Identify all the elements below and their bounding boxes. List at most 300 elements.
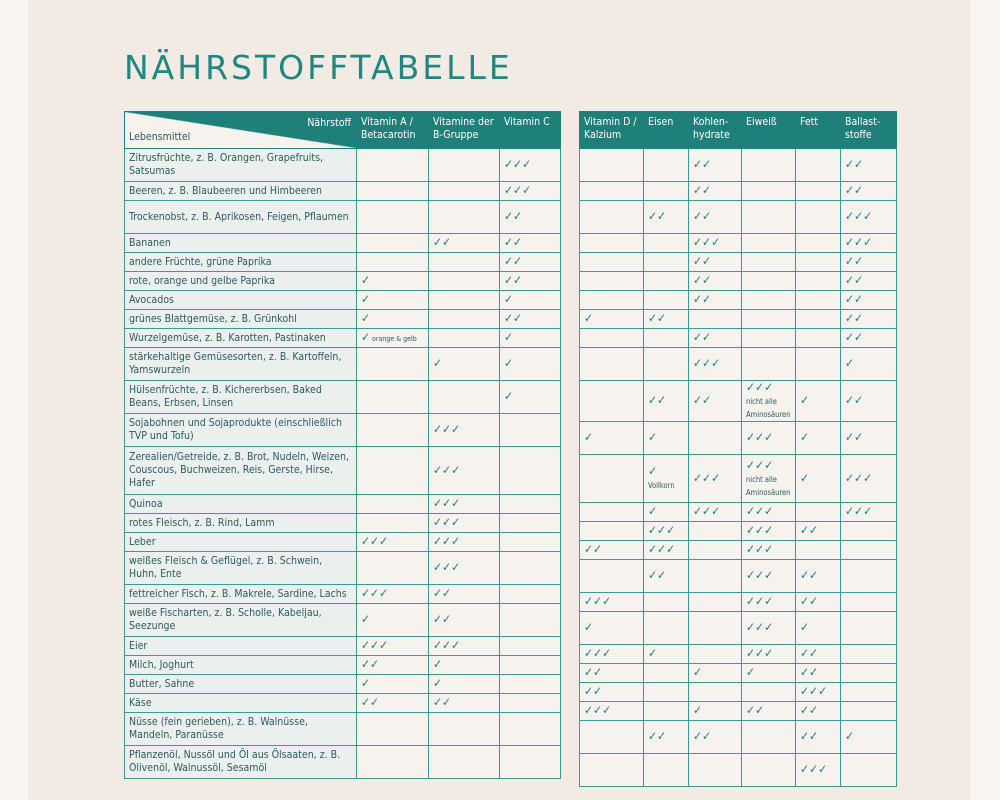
value-cell <box>357 329 429 348</box>
check-marks: ✓✓ <box>433 586 452 600</box>
check-marks: ✓✓ <box>648 568 667 582</box>
table-row <box>125 149 561 182</box>
value-cell <box>500 533 561 552</box>
check-marks: ✓✓✓ <box>746 620 774 634</box>
value-cell <box>357 348 429 381</box>
value-cell <box>357 381 429 414</box>
table-row <box>580 593 897 612</box>
check-marks: ✓ <box>433 676 443 690</box>
value-cell <box>500 585 561 604</box>
value-cell <box>742 234 796 253</box>
check-marks: ✓✓ <box>800 594 819 608</box>
check-marks: ✓✓ <box>584 665 603 679</box>
check-marks: ✓ <box>693 665 703 679</box>
check-marks: ✓✓✓ <box>746 457 774 472</box>
check-marks: ✓✓ <box>746 703 765 717</box>
value-cell <box>429 201 500 234</box>
value-cell <box>429 675 500 694</box>
table-row <box>125 694 561 713</box>
value-cell <box>796 234 841 253</box>
check-marks: ✓✓✓ <box>433 515 461 529</box>
nutrient-table-left <box>124 111 561 779</box>
value-cell <box>644 721 689 754</box>
check-marks: ✓✓ <box>361 695 380 709</box>
food-name: fettreicher Fisch, z. B. Makrele, Sardine, Lachs <box>125 585 357 604</box>
table-row <box>580 182 897 201</box>
value-cell <box>689 664 742 683</box>
food-name: Eier <box>125 637 357 656</box>
check-marks: ✓✓✓ <box>693 504 721 518</box>
check-marks: ✓ <box>845 729 855 743</box>
value-cell <box>841 455 897 503</box>
table-row <box>125 253 561 272</box>
value-cell <box>580 201 644 234</box>
value-cell <box>357 694 429 713</box>
table-row <box>580 422 897 455</box>
check-marks: ✓✓✓ <box>800 762 828 776</box>
check-marks: ✓✓✓ <box>845 504 873 518</box>
check-marks: ✓ <box>504 330 514 344</box>
food-name: Zitrusfrüchte, z. B. Orangen, Grapefruits, Satsumas <box>125 149 357 182</box>
check-marks: ✓✓ <box>693 183 712 197</box>
check-marks: ✓✓ <box>584 684 603 698</box>
value-cell <box>357 514 429 533</box>
table-row <box>125 533 561 552</box>
value-cell <box>644 683 689 702</box>
food-name: stärkehaltige Gemüsesorten, z. B. Kartoffeln, Yamswurzeln <box>125 348 357 381</box>
value-cell <box>796 348 841 381</box>
check-marks: ✓✓✓ <box>504 183 532 197</box>
check-marks: ✓ <box>504 356 514 370</box>
value-cell <box>796 201 841 234</box>
table-row <box>580 664 897 683</box>
table-row <box>125 201 561 234</box>
check-marks: ✓✓✓ <box>693 470 721 485</box>
check-marks: ✓✓ <box>845 183 864 197</box>
value-cell <box>580 503 644 522</box>
value-cell <box>644 455 689 503</box>
value-cell <box>580 593 644 612</box>
value-cell <box>429 514 500 533</box>
table-row <box>125 495 561 514</box>
table-row <box>125 414 561 447</box>
value-cell <box>644 503 689 522</box>
food-name: Leber <box>125 533 357 552</box>
check-marks: ✓✓ <box>433 695 452 709</box>
value-cell <box>796 541 841 560</box>
check-marks: ✓ <box>584 430 594 444</box>
value-cell <box>841 291 897 310</box>
check-marks: ✓ <box>361 273 371 287</box>
value-cell <box>689 149 742 182</box>
table-row <box>580 721 897 754</box>
value-cell <box>742 664 796 683</box>
value-cell <box>429 552 500 585</box>
value-cell <box>500 329 561 348</box>
table-row <box>580 234 897 253</box>
check-marks: ✓✓✓ <box>584 703 612 717</box>
check-marks: ✓✓✓ <box>504 157 532 171</box>
value-cell <box>500 182 561 201</box>
value-cell <box>841 253 897 272</box>
check-marks: ✓ <box>800 430 810 444</box>
value-cell <box>580 754 644 787</box>
food-name: Käse <box>125 694 357 713</box>
check-marks: ✓✓✓ <box>433 534 461 548</box>
check-marks: ✓✓ <box>648 729 667 743</box>
value-cell <box>429 149 500 182</box>
value-cell <box>796 272 841 291</box>
check-marks: ✓✓ <box>433 235 452 249</box>
value-cell <box>742 291 796 310</box>
value-cell <box>689 348 742 381</box>
food-name: Wurzelgemüse, z. B. Karotten, Pastinaken <box>125 329 357 348</box>
value-cell <box>357 149 429 182</box>
value-cell <box>357 414 429 447</box>
check-marks: ✓ <box>361 612 371 626</box>
value-cell <box>796 503 841 522</box>
check-marks: ✓✓ <box>584 542 603 556</box>
value-cell <box>841 149 897 182</box>
check-marks: ✓✓ <box>845 254 864 268</box>
value-cell <box>500 495 561 514</box>
value-cell <box>689 612 742 645</box>
value-cell <box>841 503 897 522</box>
food-name: Quinoa <box>125 495 357 514</box>
check-marks: ✓ <box>361 292 371 306</box>
value-cell <box>644 422 689 455</box>
check-marks: ✓✓✓ <box>746 542 774 556</box>
value-cell <box>580 182 644 201</box>
value-cell <box>841 612 897 645</box>
check-marks: ✓✓✓ <box>361 586 389 600</box>
food-name: Pflanzenöl, Nussöl und Öl aus Ölsaaten, z. B. Olivenöl, Walnussöl, Sesamöl <box>125 746 357 779</box>
check-marks: ✓✓ <box>693 209 712 223</box>
table-row <box>125 182 561 201</box>
value-cell <box>644 664 689 683</box>
food-name: rotes Fleisch, z. B. Rind, Lamm <box>125 514 357 533</box>
value-cell <box>742 754 796 787</box>
value-cell <box>689 182 742 201</box>
value-cell <box>742 455 796 503</box>
value-cell <box>500 310 561 329</box>
value-cell <box>841 234 897 253</box>
value-cell <box>796 664 841 683</box>
food-name: Milch, Joghurt <box>125 656 357 675</box>
value-cell <box>357 552 429 585</box>
check-marks: ✓✓✓ <box>584 594 612 608</box>
value-cell <box>429 656 500 675</box>
table-row <box>125 675 561 694</box>
value-cell <box>742 422 796 455</box>
value-cell <box>841 702 897 721</box>
value-cell <box>644 541 689 560</box>
value-cell <box>429 495 500 514</box>
check-marks: ✓✓ <box>693 292 712 306</box>
check-marks: ✓ <box>648 430 658 444</box>
value-cell <box>429 310 500 329</box>
check-marks: ✓ <box>845 356 855 370</box>
value-cell <box>500 514 561 533</box>
check-marks: ✓✓✓ <box>433 462 461 477</box>
value-cell <box>689 560 742 593</box>
check-marks: ✓✓ <box>433 612 452 626</box>
header-fett: Fett <box>796 112 841 149</box>
value-cell <box>742 348 796 381</box>
check-marks: ✓✓ <box>504 235 523 249</box>
check-marks: ✓✓ <box>845 157 864 171</box>
value-cell <box>500 604 561 637</box>
check-marks: ✓✓✓ <box>693 356 721 370</box>
value-cell <box>742 272 796 291</box>
value-cell <box>429 272 500 291</box>
table-row <box>580 381 897 422</box>
check-marks: ✓✓ <box>845 393 864 407</box>
value-cell <box>500 201 561 234</box>
value-cell <box>796 310 841 329</box>
check-marks: ✓✓✓ <box>746 646 774 660</box>
value-cell <box>689 381 742 422</box>
value-cell <box>357 713 429 746</box>
table-row <box>125 637 561 656</box>
value-cell <box>742 149 796 182</box>
table-row <box>125 381 561 414</box>
table-row <box>580 329 897 348</box>
food-name: Sojabohnen und Sojaprodukte (einschließlich TVP und Tofu) <box>125 414 357 447</box>
header-ballaststoffe: Ballast-stoffe <box>841 112 897 149</box>
value-cell <box>357 182 429 201</box>
value-cell <box>796 702 841 721</box>
value-cell <box>429 414 500 447</box>
check-marks: ✓ <box>648 464 658 478</box>
check-marks: ✓ <box>800 620 810 634</box>
check-marks: ✓✓ <box>800 703 819 717</box>
value-cell <box>689 721 742 754</box>
value-cell <box>796 683 841 702</box>
value-cell <box>357 310 429 329</box>
check-marks: ✓ <box>648 646 658 660</box>
check-marks: ✓✓✓ <box>746 380 774 394</box>
check-marks: ✓ <box>361 329 371 344</box>
value-cell <box>742 381 796 422</box>
check-marks: ✓✓ <box>693 157 712 171</box>
value-cell <box>841 522 897 541</box>
check-marks: ✓✓✓ <box>433 560 461 574</box>
check-marks: ✓ <box>504 389 514 403</box>
value-cell <box>580 645 644 664</box>
value-cell <box>796 329 841 348</box>
check-marks: ✓✓✓ <box>746 504 774 518</box>
value-cell <box>644 560 689 593</box>
value-cell <box>580 522 644 541</box>
value-cell <box>841 541 897 560</box>
value-cell <box>742 310 796 329</box>
check-marks: ✓ <box>361 676 371 690</box>
value-cell <box>500 552 561 585</box>
check-marks: ✓✓ <box>693 254 712 268</box>
table-row <box>125 329 561 348</box>
value-cell <box>429 291 500 310</box>
check-marks: ✓✓ <box>845 273 864 287</box>
check-marks: ✓✓ <box>648 393 667 407</box>
value-cell <box>644 645 689 664</box>
check-marks: ✓✓✓ <box>746 568 774 582</box>
table-row <box>580 754 897 787</box>
food-name: Hülsenfrüchte, z. B. Kichererbsen, Baked Beans, Erbsen, Linsen <box>125 381 357 414</box>
value-cell <box>500 713 561 746</box>
check-marks: ✓✓✓ <box>845 209 873 223</box>
check-marks: ✓✓ <box>648 311 667 325</box>
value-cell <box>500 381 561 414</box>
cell-note: orange & gelb <box>372 334 417 343</box>
value-cell <box>429 585 500 604</box>
value-cell <box>689 645 742 664</box>
value-cell <box>357 585 429 604</box>
value-cell <box>841 664 897 683</box>
food-name: grünes Blattgemüse, z. B. Grünkohl <box>125 310 357 329</box>
value-cell <box>689 234 742 253</box>
check-marks: ✓✓ <box>845 330 864 344</box>
food-name: Bananen <box>125 234 357 253</box>
value-cell <box>500 637 561 656</box>
value-cell <box>580 702 644 721</box>
header-eisen: Eisen <box>644 112 689 149</box>
value-cell <box>742 560 796 593</box>
table-row <box>580 291 897 310</box>
check-marks: ✓ <box>504 292 514 306</box>
table-row <box>125 348 561 381</box>
food-name: Zerealien/Getreide, z. B. Brot, Nudeln, Weizen, Couscous, Buchweizen, Reis, Gerste, Hirse, Hafer <box>125 447 357 495</box>
check-marks: ✓✓ <box>648 209 667 223</box>
table-row <box>580 149 897 182</box>
value-cell <box>644 291 689 310</box>
check-marks: ✓✓ <box>800 729 819 743</box>
check-marks: ✓✓ <box>693 330 712 344</box>
value-cell <box>841 310 897 329</box>
value-cell <box>796 721 841 754</box>
table-row <box>580 503 897 522</box>
value-cell <box>841 645 897 664</box>
value-cell <box>644 329 689 348</box>
value-cell <box>644 310 689 329</box>
value-cell <box>841 272 897 291</box>
food-name: rote, orange und gelbe Paprika <box>125 272 357 291</box>
value-cell <box>429 329 500 348</box>
cell-note: nicht alle Aminosäuren <box>746 397 791 419</box>
table-row <box>580 348 897 381</box>
check-marks: ✓✓ <box>845 292 864 306</box>
food-name: weißes Fleisch & Geflügel, z. B. Schwein, Huhn, Ente <box>125 552 357 585</box>
value-cell <box>500 447 561 495</box>
value-cell <box>644 702 689 721</box>
value-cell <box>742 201 796 234</box>
check-marks: ✓✓ <box>800 665 819 679</box>
value-cell <box>429 234 500 253</box>
value-cell <box>841 182 897 201</box>
check-marks: ✓✓✓ <box>746 594 774 608</box>
value-cell <box>742 593 796 612</box>
value-cell <box>644 348 689 381</box>
check-marks: ✓✓✓ <box>361 638 389 652</box>
value-cell <box>580 348 644 381</box>
value-cell <box>644 201 689 234</box>
value-cell <box>742 541 796 560</box>
check-marks: ✓✓ <box>504 209 523 223</box>
table-row <box>580 683 897 702</box>
check-marks: ✓✓ <box>504 273 523 287</box>
value-cell <box>429 381 500 414</box>
value-cell <box>580 234 644 253</box>
table-row <box>125 746 561 779</box>
value-cell <box>357 234 429 253</box>
value-cell <box>357 291 429 310</box>
naehrstoff-label: Nährstoff <box>307 117 351 129</box>
value-cell <box>580 455 644 503</box>
header-vitamin-a: Vitamin A / Betacarotin <box>357 112 429 149</box>
value-cell <box>689 503 742 522</box>
check-marks: ✓✓ <box>504 254 523 268</box>
value-cell <box>841 381 897 422</box>
check-marks: ✓✓✓ <box>648 542 676 556</box>
value-cell <box>689 522 742 541</box>
check-marks: ✓✓✓ <box>693 235 721 249</box>
check-marks: ✓✓ <box>800 523 819 537</box>
value-cell <box>742 702 796 721</box>
cell-note: nicht alle Aminosäuren <box>746 474 791 497</box>
check-marks: ✓✓ <box>845 311 864 325</box>
table-row <box>125 447 561 495</box>
header-eiweiss: Eiweiß <box>742 112 796 149</box>
value-cell <box>689 201 742 234</box>
value-cell <box>500 291 561 310</box>
check-marks: ✓ <box>584 620 594 634</box>
value-cell <box>644 253 689 272</box>
value-cell <box>644 149 689 182</box>
check-marks: ✓ <box>433 356 443 370</box>
value-cell <box>689 272 742 291</box>
value-cell <box>580 560 644 593</box>
value-cell <box>689 455 742 503</box>
value-cell <box>500 414 561 447</box>
value-cell <box>580 541 644 560</box>
value-cell <box>796 593 841 612</box>
value-cell <box>429 746 500 779</box>
check-marks: ✓✓ <box>504 311 523 325</box>
value-cell <box>796 612 841 645</box>
value-cell <box>742 503 796 522</box>
value-cell <box>357 637 429 656</box>
value-cell <box>841 560 897 593</box>
value-cell <box>689 683 742 702</box>
value-cell <box>580 612 644 645</box>
check-marks: ✓ <box>800 470 810 485</box>
value-cell <box>429 604 500 637</box>
table-row <box>125 272 561 291</box>
value-cell <box>689 253 742 272</box>
value-cell <box>742 683 796 702</box>
value-cell <box>580 683 644 702</box>
value-cell <box>580 310 644 329</box>
table-row <box>125 604 561 637</box>
check-marks: ✓ <box>584 311 594 325</box>
value-cell <box>580 329 644 348</box>
table-row <box>580 201 897 234</box>
value-cell <box>796 455 841 503</box>
table-row <box>125 310 561 329</box>
value-cell <box>580 422 644 455</box>
value-cell <box>429 253 500 272</box>
check-marks: ✓✓ <box>693 273 712 287</box>
